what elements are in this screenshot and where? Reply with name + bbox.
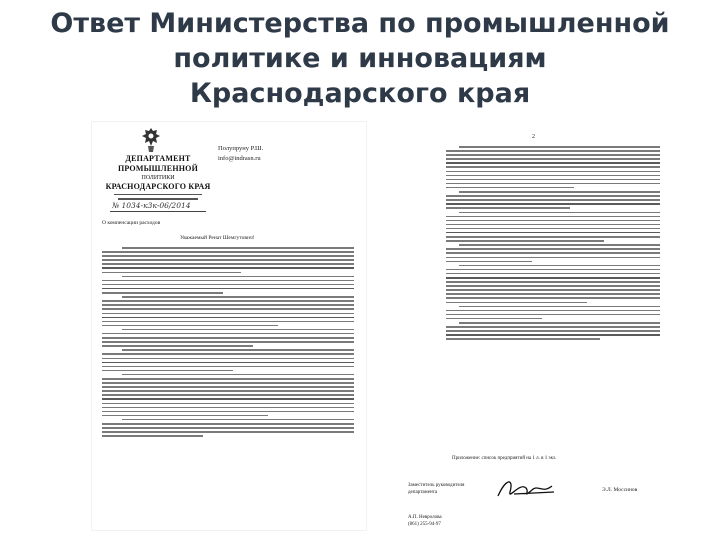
reg-number-underline [110,211,206,212]
slide-title [40,6,680,111]
letterhead-line-4: КРАСНОДАРСКОГО КРАЯ [105,182,211,191]
signer-name: Э.Л. Моссинов [602,487,638,493]
executor-phone: (861) 255-94-97 [408,522,441,527]
letter-body-page-1 [102,247,354,439]
slide-title-line-1: Ответ Министерства по промышленной [50,8,670,39]
recipient-line-2: info@indrasn.ru [218,155,261,162]
signature-image [492,474,562,504]
letterhead-line-1: ДЕПАРТАМЕНТ [125,154,191,163]
slide-title-line-3: Краснодарского края [189,78,531,109]
letterhead-line-3: ПОЛИТИКИ [141,175,175,181]
letterhead-line-2: ПРОМЫШЛЕННОЙ [117,164,199,173]
letter-salutation: Уважаемый Ренат Шемгутович! [180,235,255,241]
attachment-note: Приложение: список предприятий на 1 л. в 1 экз. [452,456,557,461]
handwritten-reg-number: № 1034-к3к-06/2014 [112,201,191,210]
executor-name: А.П. Невролова [408,515,442,520]
executor-block [408,514,488,528]
letterhead [98,154,218,192]
recipient-block [218,144,308,164]
letter-page-1 [92,122,366,530]
page-number: 2 [532,134,535,140]
coat-of-arms-icon [140,126,162,154]
slide-title-line-2: политике и инновациям [173,43,547,74]
letter-page-2 [402,122,670,530]
recipient-line-1: Полупруну Р.Ш. [218,145,264,152]
letter-body-page-2 [446,146,660,343]
letter-subject: О компенсации расходов [102,220,161,226]
signer-position: Заместитель руководителя департамента [408,483,465,495]
